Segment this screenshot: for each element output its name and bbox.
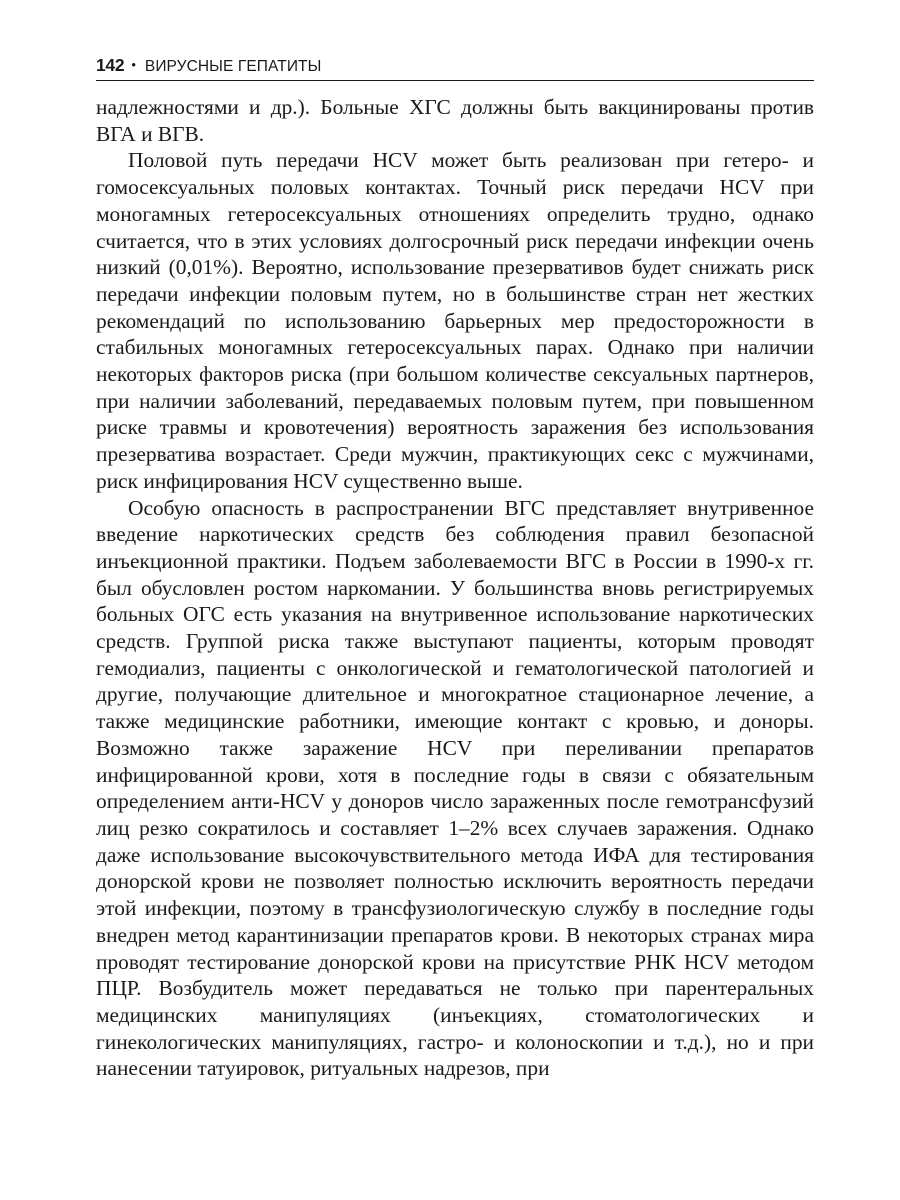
running-header xyxy=(96,54,814,81)
section-title: ВИРУСНЫЕ ГЕПАТИТЫ xyxy=(144,58,322,75)
book-page xyxy=(96,0,814,1200)
body-text xyxy=(96,94,814,1082)
page-number: 142 xyxy=(96,55,125,75)
paragraph-continuation: надлежностями и др.). Больные ХГС должны быть вакцинированы против ВГА и ВГВ. xyxy=(96,95,814,146)
bullet-separator: • xyxy=(131,57,136,72)
paragraph-sexual-transmission: Половой путь передачи HCV может быть реализован при гетеро- и гомосексуальных половых контактах. Точный риск передачи HCV при моногамных гетеросексуальных отношениях определить трудно, однако считается, что в этих условиях долгосрочный риск передачи инфекции очень низкий (0,01%). Вероятно, использование презервативов будет снижать риск передачи инфекции половым путем, но в большинстве стран нет жестких рекомендаций по использованию барьерных мер предосторожности в стабильных моногамных гетеросексуальных парах. Однако при наличии некоторых факторов риска (при большом количестве сексуальных партнеров, при наличии заболеваний, передаваемых половым путем, при повышенном риске травмы и кровотечения) вероятность заражения без использования презерватива возрастает. Среди мужчин, практикующих секс с мужчинами, риск инфицирования HCV существенно выше. xyxy=(96,148,814,493)
paragraph-parenteral-transmission: Особую опасность в распространении ВГС представляет внутривенное введение наркотических средств без соблюдения правил безопасной инъекционной практики. Подъем заболеваемости ВГС в России в 1990-х гг. был обусловлен ростом наркомании. У большинства вновь регистрируемых больных ОГС есть указания на внутривенное использование наркотических средств. Группой риска также выступают пациенты, которым проводят гемодиализ, пациенты с онкологической и гематологической патологией и другие, получающие длительное и многократное стационарное лечение, а также медицинские работники, имеющие контакт с кровью, и доноры. Возможно также заражение HCV при переливании препаратов инфицированной крови, хотя в последние годы в связи с обязательным определением анти-HCV у доноров число зараженных после гемотрансфузий лиц резко сократилось и составляет 1–2% всех случаев заражения. Однако даже использование высокочувствительного метода ИФА для тестирования донорской крови не позволяет полностью исключить вероятность передачи этой инфекции, поэтому в трансфузиологическую службу в последние годы внедрен метод карантинизации препаратов крови. В некоторых странах мира проводят тестирование донорской крови на присутствие РНК HCV методом ПЦР. Возбудитель может передаваться не только при парентеральных медицинских манипуляциях (инъекциях, стоматологических и гинекологических манипуляциях, гастро- и колоноскопии и т.д.), но и при нанесении татуировок, ритуальных надрезов, при xyxy=(96,495,814,1081)
